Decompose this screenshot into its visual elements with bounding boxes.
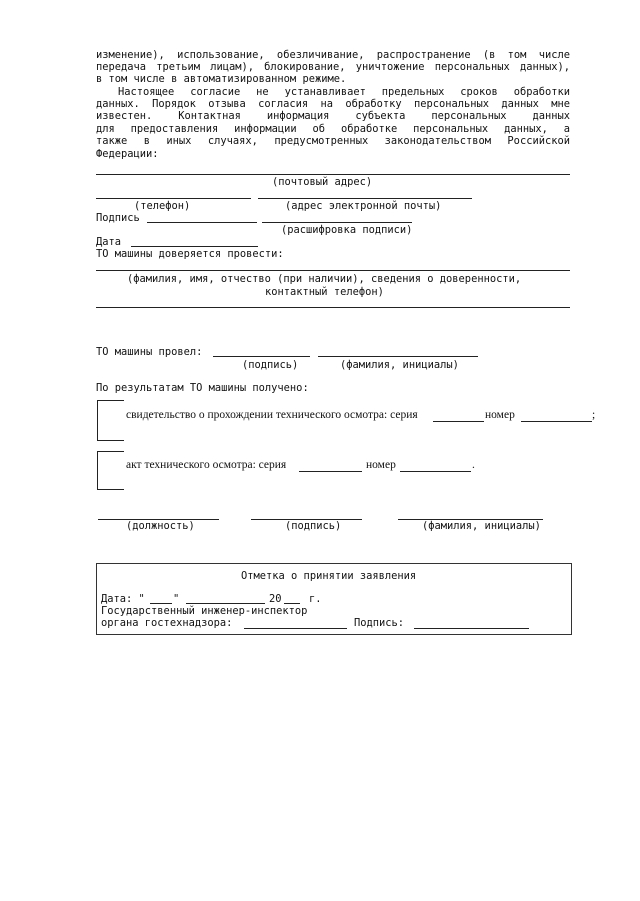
email-caption: (адрес электронной почты)	[285, 200, 442, 212]
certificate-text: свидетельство о прохождении технического осмотра: серия	[126, 409, 418, 421]
act-series-line[interactable]	[299, 471, 362, 472]
phone-caption: (телефон)	[134, 200, 191, 212]
signature-decode-caption: (расшифровка подписи)	[281, 224, 413, 236]
stamp-organ-line[interactable]	[244, 628, 347, 629]
stamp-year-line[interactable]	[284, 603, 300, 604]
signature-line[interactable]	[147, 222, 257, 223]
stamp-signature-line[interactable]	[414, 628, 529, 629]
stamp-organ-label: органа гостехнадзора:	[101, 617, 233, 629]
act-text: акт технического осмотра: серия	[126, 459, 287, 471]
stamp-date-quote: "	[173, 593, 180, 605]
to-name-caption: (фамилия, инициалы)	[340, 359, 459, 371]
certificate-number-line[interactable]	[521, 421, 592, 422]
acceptance-mark-title: Отметка о принятии заявления	[241, 570, 417, 582]
postal-address-line[interactable]	[96, 174, 570, 175]
to-name-line[interactable]	[318, 356, 478, 357]
results-label: По результатам ТО машины получено:	[96, 382, 309, 394]
stamp-month-line[interactable]	[186, 603, 265, 604]
stamp-year-prefix: 20	[269, 593, 282, 605]
period: .	[472, 459, 475, 471]
act-checkbox[interactable]	[97, 451, 124, 490]
email-line[interactable]	[258, 198, 472, 199]
consent-text-line: для предоставления информации об обработке персональных данных, а	[96, 123, 570, 135]
phone-line[interactable]	[96, 198, 251, 199]
stamp-inspector-label: Государственный инженер-инспектор	[101, 605, 308, 617]
date-label: Дата	[96, 236, 122, 248]
act-number-line[interactable]	[400, 471, 471, 472]
to-signature-line[interactable]	[213, 356, 310, 357]
stamp-day-line[interactable]	[150, 603, 172, 604]
trustee-line[interactable]	[96, 270, 570, 271]
signature-label: Подпись	[96, 212, 140, 224]
consent-text-line: данных. Порядок отзыва согласия на обработку персональных данных мне	[96, 98, 570, 110]
act-number-label: номер	[366, 459, 396, 471]
signature-decode-line[interactable]	[262, 222, 412, 223]
postal-address-caption: (почтовый адрес)	[272, 176, 373, 188]
certificate-number-label: номер	[485, 409, 515, 421]
certificate-series-line[interactable]	[433, 421, 484, 422]
to-trusted-label: ТО машины доверяется провести:	[96, 248, 284, 260]
consent-text-line: изменение), использование, обезличивание, распространение (в том числе	[96, 49, 570, 61]
stamp-year-suffix: г.	[309, 593, 322, 605]
trustee-caption: контактный телефон)	[265, 286, 384, 298]
consent-text-line: известен. Контактная информация субъекта персональных данных	[96, 110, 570, 122]
consent-text-line: Федерации:	[96, 148, 159, 160]
name-caption-2: (фамилия, инициалы)	[422, 520, 541, 532]
date-line[interactable]	[131, 246, 258, 247]
certificate-checkbox[interactable]	[97, 400, 124, 441]
consent-text-line: передача третьим лицам), блокирование, уничтожение персональных данных),	[96, 61, 570, 73]
position-caption: (должность)	[126, 520, 195, 532]
to-signature-caption: (подпись)	[242, 359, 299, 371]
to-done-label: ТО машины провел:	[96, 346, 203, 358]
consent-text-line: в том числе в автоматизированном режиме.	[96, 73, 347, 85]
trustee-caption: (фамилия, имя, отчество (при наличии), сведения о доверенности,	[127, 273, 522, 285]
semicolon: ;	[592, 409, 596, 421]
consent-text-line: также в иных случаях, предусмотренных законодательством Российской	[96, 135, 570, 147]
signature-caption-2: (подпись)	[285, 520, 342, 532]
trustee-line-2[interactable]	[96, 307, 570, 308]
consent-text-line: Настоящее согласие не устанавливает предельных сроков обработки	[118, 86, 570, 98]
stamp-date-prefix: Дата: "	[101, 593, 145, 605]
stamp-signature-label: Подпись:	[354, 617, 405, 629]
